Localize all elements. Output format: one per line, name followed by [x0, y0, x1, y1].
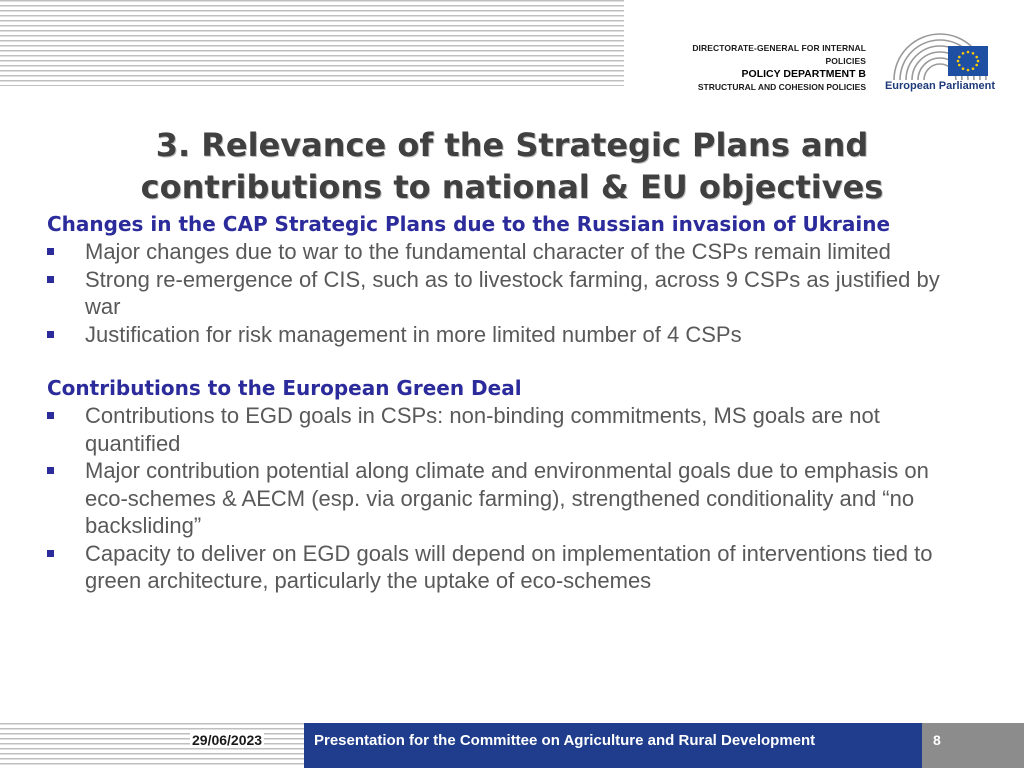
list-item: [47, 238, 977, 266]
header-stripes: [0, 0, 624, 86]
title-line-2: contributions to national & EU objectives: [140, 168, 884, 206]
list-item-text: Capacity to deliver on EGD goals will depend on implementation of interventions tied to green architecture, particularly the uptake of eco-schemes: [85, 540, 933, 593]
list-item: [47, 457, 977, 540]
bullet-list-green-deal: [47, 402, 977, 595]
footer-stripes: [0, 723, 304, 768]
list-item-text: Major changes due to war to the fundamental character of the CSPs remain limited: [85, 239, 891, 264]
square-bullet-icon: [47, 412, 54, 419]
list-item: [47, 402, 977, 457]
logo-label: European Parliament: [884, 80, 996, 92]
square-bullet-icon: [47, 467, 54, 474]
list-item-text: Major contribution potential along climate and environmental goals due to emphasis on eco-schemes & AECM (esp. via organic farming), strengthened conditionality and “no backsliding”: [85, 458, 929, 538]
list-item: [47, 540, 977, 595]
bullet-list-ukraine: [47, 238, 977, 348]
section-heading-ukraine: Changes in the CAP Strategic Plans due to the Russian invasion of Ukraine: [47, 212, 891, 236]
footer-bar: [0, 723, 1024, 768]
square-bullet-icon: [47, 248, 54, 255]
directorate-label: DIRECTORATE-GENERAL FOR INTERNAL POLICIES: [692, 43, 866, 66]
square-bullet-icon: [47, 331, 54, 338]
list-item-text: Justification for risk management in more limited number of 4 CSPs: [85, 321, 742, 347]
department-header: [664, 42, 866, 94]
eu-flag-icon: [948, 46, 988, 76]
list-item-text: Strong re-emergence of CIS, such as to livestock farming, across 9 CSPs as justified by war: [85, 266, 940, 319]
list-item-text: Contributions to EGD goals in CSPs: non-binding commitments, MS goals are not quantified: [85, 403, 880, 456]
footer-presentation-title: Presentation for the Committee on Agriculture and Rural Development: [314, 732, 816, 749]
subdepartment-label: STRUCTURAL AND COHESION POLICIES: [697, 82, 866, 92]
slide-title: [90, 124, 934, 208]
slide-content: [47, 210, 977, 595]
footer-page-box: [922, 723, 1024, 768]
title-line-1: 3. Relevance of the Strategic Plans and: [155, 126, 869, 164]
page-number: 8: [933, 732, 941, 748]
department-label: POLICY DEPARTMENT B: [741, 68, 866, 80]
section-spacer: [47, 348, 977, 374]
footer-date: 29/06/2023: [192, 732, 263, 748]
square-bullet-icon: [47, 550, 54, 557]
list-item: [47, 321, 977, 349]
list-item: [47, 266, 977, 321]
section-heading-green-deal: Contributions to the European Green Deal: [47, 376, 522, 400]
square-bullet-icon: [47, 276, 54, 283]
footer-presentation-bar: [304, 723, 922, 768]
